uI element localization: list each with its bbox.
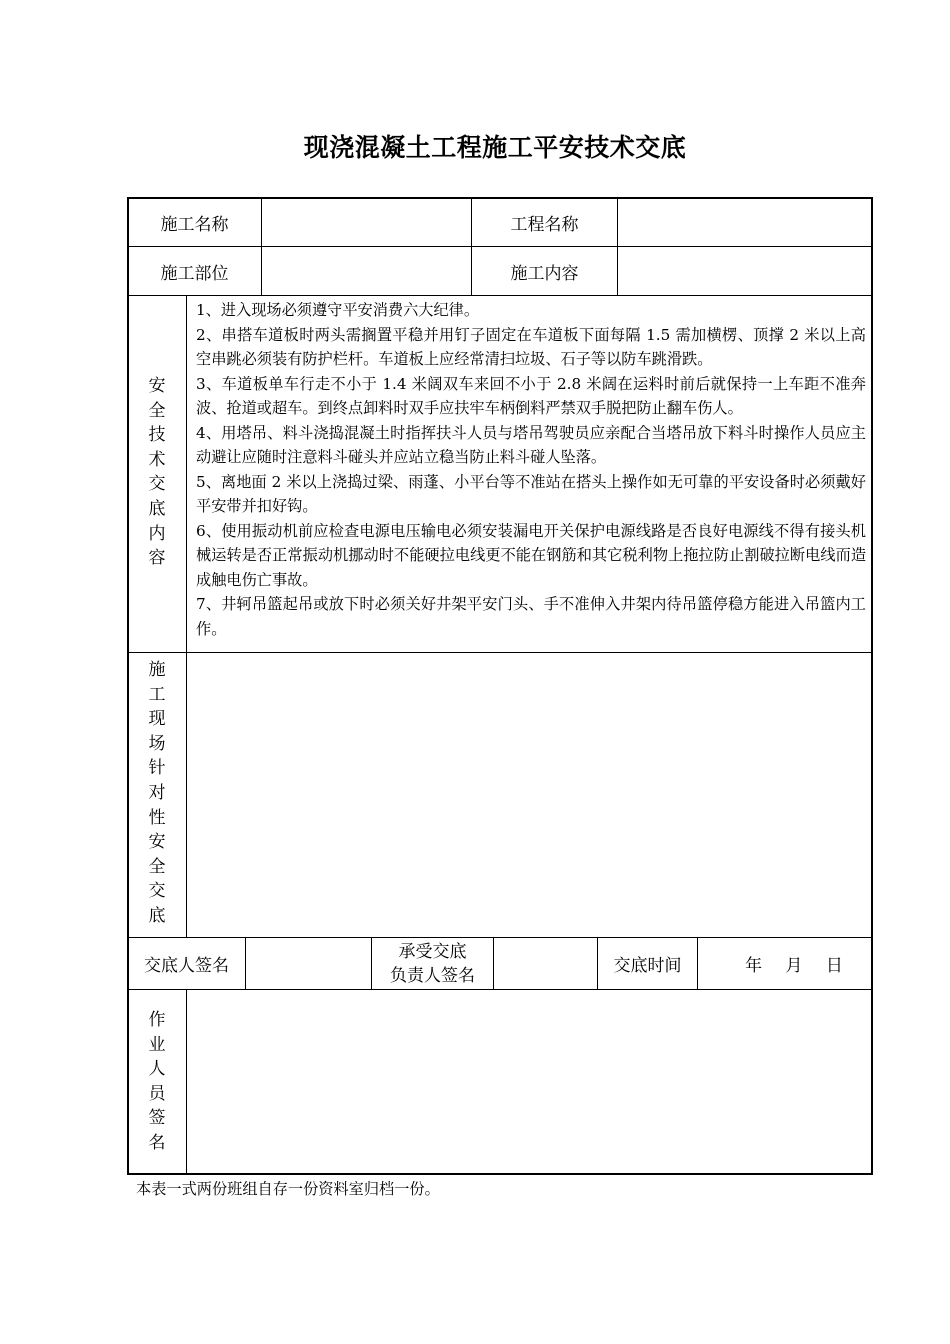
safety-content-text xyxy=(186,295,873,653)
onsite-disclosure-field[interactable] xyxy=(186,652,873,938)
disclosure-time-field[interactable]: 年 月 日 xyxy=(697,937,873,990)
discloser-signature-field[interactable] xyxy=(245,937,372,990)
safety-item: 7、井轲吊篮起吊或放下时必须关好井架平安门头、手不准伸入井架内待吊篮停稳方能进入吊篮内工作。 xyxy=(196,595,866,638)
workers-signature-label: 作 业 人 员 签 名 xyxy=(127,989,187,1175)
footnote: 本表一式两份班组自存一份资料室归档一份。 xyxy=(136,1180,440,1198)
discloser-signature-label: 交底人签名 xyxy=(127,937,246,990)
project-name-field[interactable] xyxy=(617,197,873,247)
receiver-signature-field[interactable] xyxy=(493,937,598,990)
safety-item: 1、进入现场必须遵守平安消费六大纪律。 xyxy=(196,301,480,319)
safety-item: 4、用塔吊、料斗浇捣混凝土时指挥扶斗人员与塔吊驾驶员应亲配合当塔吊放下料斗时操作人员应主动避让应随时注意料斗碰头并应站立稳当防止料斗碰人坠落。 xyxy=(196,423,866,466)
safety-item: 6、使用振动机前应检查电源电压输电必须安装漏电开关保护电源线路是否良好电源线不得有接头机械运转是否正常振动机挪动时不能硬拉电线更不能在钢筋和其它税利物上拖拉防止割破拉断电线而造成触电伤亡事故。 xyxy=(196,521,866,589)
disclosure-time-label: 交底时间 xyxy=(597,937,698,990)
project-name-label: 工程名称 xyxy=(471,197,618,247)
construction-name-label: 施工名称 xyxy=(127,197,262,247)
safety-item: 3、车道板单车行走不小于 1.4 米阔双车来回不小于 2.8 米阔在运料时前后就保持一上车距不准奔波、抢道或超车。到终点卸料时双手应扶牢车柄倒料严禁双手脱把防止翻车伤人。 xyxy=(196,374,866,417)
safety-item: 2、串搭车道板时两头需搁置平稳并用钉子固定在车道板下面每隔 1.5 需加横楞、顶撑 2 米以上高空串跳必须装有防护栏杆。车道板上应经常清扫垃圾、石子等以防车跳滑跌。 xyxy=(196,325,866,368)
safety-item: 5、离地面 2 米以上浇捣过梁、雨蓬、小平台等不准站在搭头上操作如无可靠的平安设备时必须戴好平安带并扣好钩。 xyxy=(196,472,866,515)
construction-content-field[interactable] xyxy=(617,246,873,296)
safety-content-label: 安 全 技 术 交 底 内 容 xyxy=(127,295,187,653)
construction-content-label: 施工内容 xyxy=(471,246,618,296)
workers-signature-field[interactable] xyxy=(186,989,873,1175)
document-title: 现浇混凝土工程施工平安技术交底 xyxy=(303,133,687,162)
construction-location-label: 施工部位 xyxy=(127,246,262,296)
construction-name-field[interactable] xyxy=(261,197,472,247)
receiver-signature-label: 承受交底 负责人签名 xyxy=(371,937,494,990)
construction-location-field[interactable] xyxy=(261,246,472,296)
onsite-disclosure-label: 施 工 现 场 针 对 性 安 全 交 底 xyxy=(127,652,187,938)
